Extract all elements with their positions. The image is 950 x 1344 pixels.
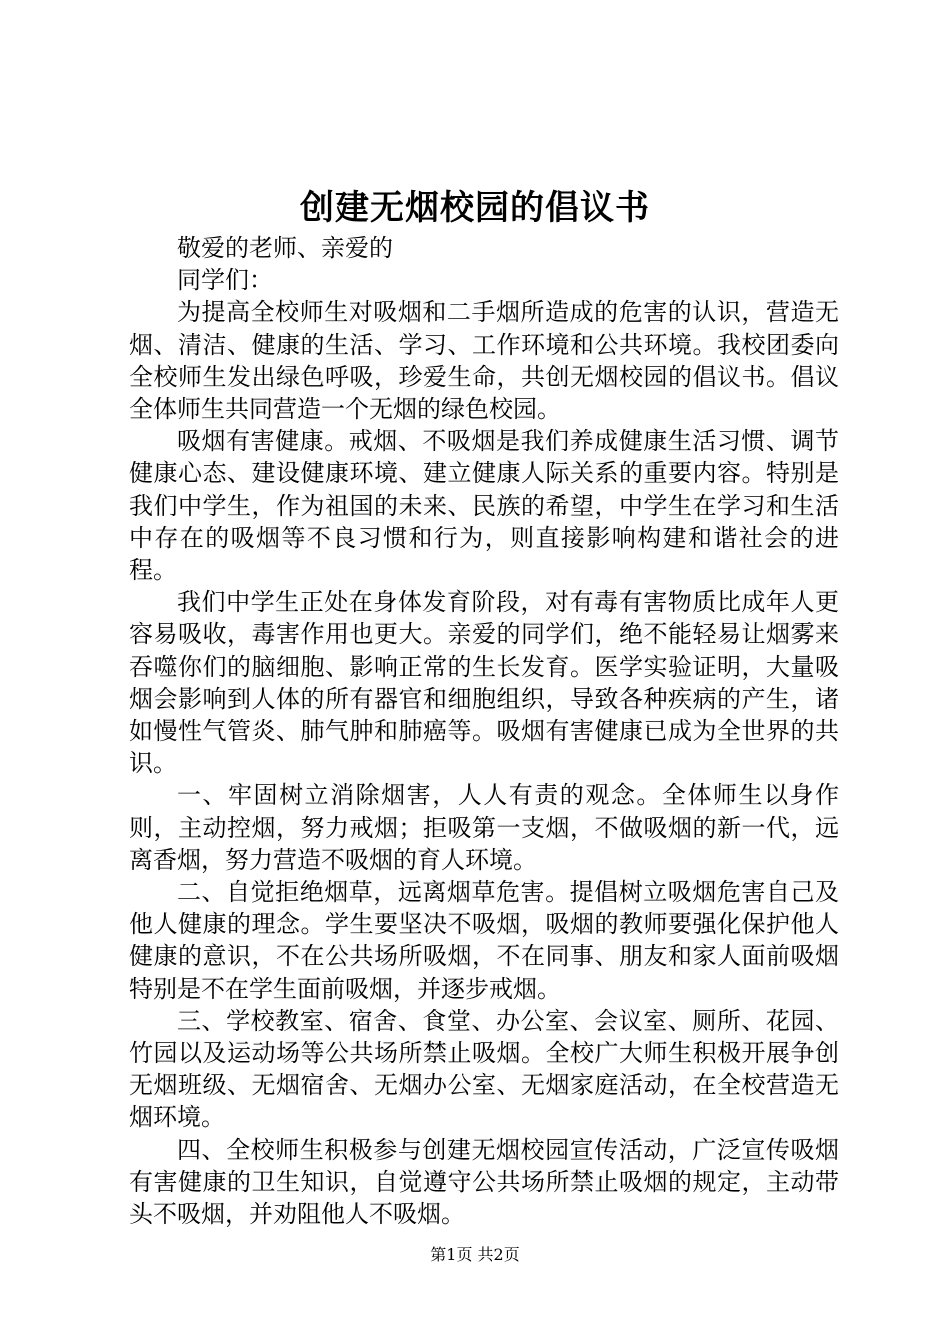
paragraph-item-1: 一、牢固树立消除烟害，人人有责的观念。全体师生以身作则，主动控烟，努力戒烟；拒吸第一支烟，不做吸烟的新一代，远离香烟，努力营造不吸烟的育人环境。: [129, 781, 839, 874]
greeting-line-1: 敬爱的老师、亲爱的: [177, 234, 393, 262]
paragraph-intro: 为提高全校师生对吸烟和二手烟所造成的危害的认识，营造无烟、清洁、健康的生活、学习、工作环境和公共环境。我校团委向全校师生发出绿色呼吸，珍爱生命，共创无烟校园的倡议书。倡议全体师生共同营造一个无烟的绿色校园。: [129, 298, 839, 424]
paragraph-item-4: 四、全校师生积极参与创建无烟校园宣传活动，广泛宣传吸烟有害健康的卫生知识，自觉遵守公共场所禁止吸烟的规定，主动带头不吸烟，并劝阻他人不吸烟。: [129, 1135, 839, 1229]
paragraph-students: 我们中学生正处在身体发育阶段，对有毒有害物质比成年人更容易吸收，毒害作用也更大。亲爱的同学们，绝不能轻易让烟雾来吞噬你们的脑细胞、影响正常的生长发育。医学实验证明，大量吸烟会影响到人体的所有器官和细胞组织，导致各种疾病的产生，诸如慢性气管炎、肺气肿和肺癌等。吸烟有害健康已成为全世界的共识。: [129, 588, 839, 778]
paragraph-health: 吸烟有害健康。戒烟、不吸烟是我们养成健康生活习惯、调节健康心态、建设健康环境、建立健康人际关系的重要内容。特别是我们中学生，作为祖国的未来、民族的希望，中学生在学习和生活中存在的吸烟等不良习惯和行为，则直接影响构建和谐社会的进程。: [129, 427, 839, 585]
document-body: [129, 232, 839, 1230]
greeting-line-2: 同学们：: [177, 266, 273, 295]
paragraph-item-2: 二、自觉拒绝烟草，远离烟草危害。提倡树立吸烟危害自己及他人健康的理念。学生要坚决不吸烟，吸烟的教师要强化保护他人健康的意识，不在公共场所吸烟，不在同事、朋友和家人面前吸烟特别是不在学生面前吸烟，并逐步戒烟。: [129, 878, 839, 1003]
page-number-footer: 第1页 共2页: [430, 1245, 520, 1264]
document-title: 创建无烟校园的倡议书: [300, 188, 650, 228]
paragraph-item-3: 三、学校教室、宿舍、食堂、办公室、会议室、厕所、花园、竹园以及运动场等公共场所禁止吸烟。全校广大师生积极开展争创无烟班级、无烟宿舍、无烟办公室、无烟家庭活动，在全校营造无烟环境。: [129, 1006, 839, 1132]
